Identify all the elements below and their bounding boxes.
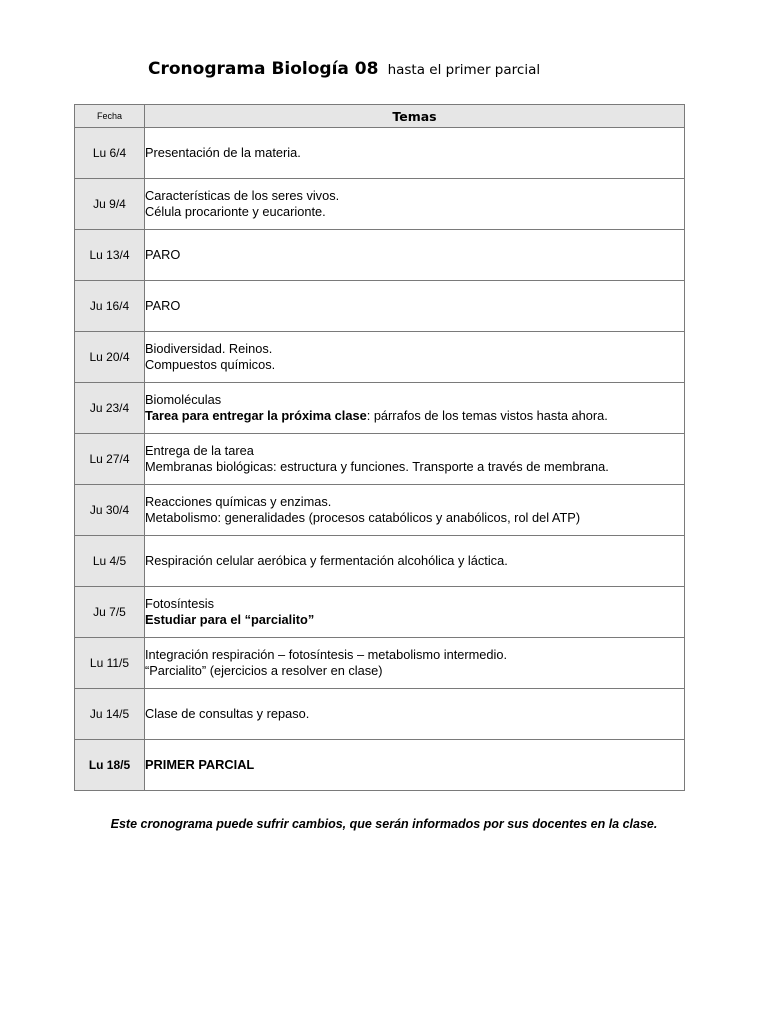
row-topics [145, 536, 685, 587]
row-topics [145, 485, 685, 536]
row-topics [145, 587, 685, 638]
row-date: Lu 20/4 [75, 332, 145, 383]
table-row [75, 281, 685, 332]
row-date: Lu 4/5 [75, 536, 145, 587]
topic-line: “Parcialito” (ejercicios a resolver en clase) [145, 663, 383, 678]
topic-line: Entrega de la tarea [145, 443, 254, 458]
table-row [75, 332, 685, 383]
row-topics [145, 332, 685, 383]
topic-line: Integración respiración – fotosíntesis – metabolismo intermedio. [145, 647, 508, 662]
row-topics [145, 434, 685, 485]
table-row [75, 434, 685, 485]
table-row [75, 383, 685, 434]
table-row [75, 230, 685, 281]
table-row [75, 638, 685, 689]
table-header-row [75, 105, 685, 128]
schedule-table [74, 104, 685, 791]
topic-line: Biodiversidad. Reinos. [145, 341, 273, 356]
topic-line: Metabolismo: generalidades (procesos catabólicos y anabólicos, rol del ATP) [145, 510, 581, 525]
row-date: Lu 6/4 [75, 128, 145, 179]
row-topics [145, 230, 685, 281]
row-date: Lu 18/5 [75, 740, 145, 791]
row-topics [145, 689, 685, 740]
title-subtitle: hasta el primer parcial [387, 62, 541, 78]
row-topics [145, 281, 685, 332]
topic-emphasis: Tarea para entregar la próxima clase [145, 408, 367, 423]
topic-line [145, 408, 684, 424]
row-date: Ju 14/5 [75, 689, 145, 740]
table-row [75, 485, 685, 536]
topic-line: Características de los seres vivos. [145, 188, 340, 203]
topic-line: PARO [145, 247, 181, 262]
topic-line: Célula procarionte y eucarionte. [145, 204, 326, 219]
topic-line: Respiración celular aeróbica y fermentación alcohólica y láctica. [145, 553, 508, 568]
topic-text: : párrafos de los temas vistos hasta ahora. [366, 408, 608, 423]
table-row [75, 689, 685, 740]
topic-line: Membranas biológicas: estructura y funciones. Transporte a través de membrana. [145, 459, 609, 474]
topic-emphasis: Estudiar para el “parcialito” [145, 612, 315, 627]
row-date: Lu 11/5 [75, 638, 145, 689]
topic-line: Fotosíntesis [145, 596, 214, 611]
footer-note: Este cronograma puede sufrir cambios, que serán informados por sus docentes en la clase. [110, 817, 658, 831]
table-row [75, 179, 685, 230]
row-topics [145, 128, 685, 179]
topic-emphasis: PRIMER PARCIAL [145, 757, 255, 772]
row-date: Ju 30/4 [75, 485, 145, 536]
row-topics [145, 179, 685, 230]
topic-line: Clase de consultas y repaso. [145, 706, 310, 721]
topic-line: Biomoléculas [145, 392, 222, 407]
row-date: Lu 13/4 [75, 230, 145, 281]
row-date: Ju 9/4 [75, 179, 145, 230]
row-date: Lu 27/4 [75, 434, 145, 485]
row-topics [145, 740, 685, 791]
row-date: Ju 16/4 [75, 281, 145, 332]
topic-line: Compuestos químicos. [145, 357, 276, 372]
row-topics [145, 638, 685, 689]
table-row [75, 536, 685, 587]
topic-line: Reacciones químicas y enzimas. [145, 494, 332, 509]
header-fecha: Fecha [75, 105, 145, 128]
table-row [75, 587, 685, 638]
row-date: Ju 23/4 [75, 383, 145, 434]
table-row [75, 128, 685, 179]
header-temas: Temas [145, 105, 685, 128]
topic-line: PARO [145, 298, 181, 313]
topic-line: Presentación de la materia. [145, 145, 301, 160]
page-title [148, 59, 540, 79]
table-row [75, 740, 685, 791]
row-date: Ju 7/5 [75, 587, 145, 638]
title-main: Cronograma Biología 08 [148, 59, 379, 79]
row-topics [145, 383, 685, 434]
